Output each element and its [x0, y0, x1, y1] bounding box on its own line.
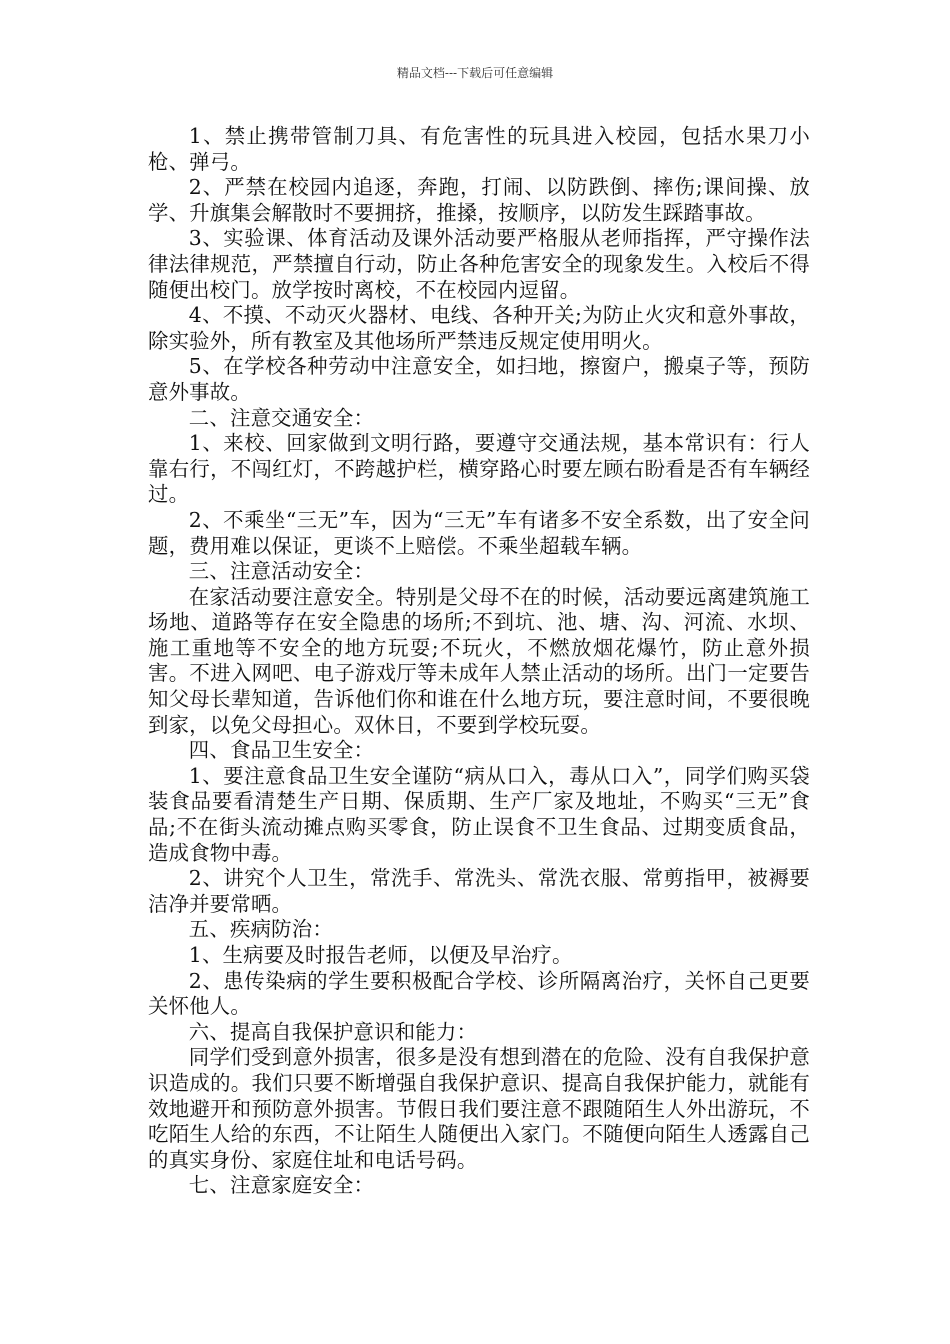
- paragraph-disease-1: 1、生病要及时报告老师，以便及早治疗。: [188, 943, 573, 967]
- section-heading-traffic: 二、注意交通安全：: [188, 405, 375, 430]
- paragraph-disease-2: 2、患传染病的学生要积极配合学校、诊所隔离治疗，关怀自己更要关怀他人。: [148, 968, 810, 1019]
- paragraph-self-protection: 同学们受到意外损害，很多是没有想到潜在的危险、没有自我保护意识造成的。我们只要不断增强自我保护意识、提高自我保护能力，就能有效地避开和预防意外损害。节假日我们要注意不跟随陌生人外出游玩，不吃陌生人给的东西，不让陌生人随便出入家门。不随便向陌生人透露自己的真实身份、家庭住址和电话号码。: [148, 1045, 810, 1172]
- section-heading-activity: 三、注意活动安全：: [188, 559, 375, 584]
- paragraph-traffic-1: 1、来校、回家做到文明行路，要遵守交通法规，基本常识有：行人靠右行，不闯红灯，不跨越护栏，横穿路心时要左顾右盼看是否有车辆经过。: [148, 431, 810, 507]
- paragraph-school-rule-4: 4、不摸、不动灭火器材、电线、各种开关;为防止火灾和意外事故，除实验外，所有教室及其他场所严禁违反规定使用明火。: [148, 303, 810, 353]
- paragraph-school-rule-3: 3、实验课、体育活动及课外活动要严格服从老师指挥，严守操作法律法律规范，严禁擅自行动，防止各种危害安全的现象发生。入校后不得随便出校门。放学按时离校，不在校园内逗留。: [148, 226, 810, 302]
- paragraph-food-1: 1、要注意食品卫生安全谨防“病从口入，毒从口入”，同学们购买袋装食品要看清楚生产日期、保质期、生产厂家及地址，不购买“三无”食品;不在街头流动摊点购买零食，防止误食不卫生食品、过期变质食品，造成食物中毒。: [148, 763, 810, 865]
- paragraph-school-rule-5: 5、在学校各种劳动中注意安全，如扫地，擦窗户，搬桌子等，预防意外事故。: [148, 354, 810, 404]
- paragraph-activity: 在家活动要注意安全。特别是父母不在的时候，活动要远离建筑施工场地、道路等存在安全隐患的场所;不到坑、池、塘、沟、河流、水坝、施工重地等不安全的地方玩耍;不玩火，不燃放烟花爆竹，防止意外损害。不进入网吧、电子游戏厅等未成年人禁止活动的场所。出门一定要告知父母长辈知道，告诉他们你和谁在什么地方玩，要注意时间，不要很晚到家，以免父母担心。双休日，不要到学校玩耍。: [148, 584, 810, 737]
- section-heading-self-protection: 六、提高自我保护意识和能力：: [188, 1019, 478, 1044]
- paragraph-school-rule-2: 2、严禁在校园内追逐，奔跑，打闹、以防跌倒、摔伤;课间操、放学、升旗集会解散时不要拥挤，推搡，按顺序，以防发生踩踏事故。: [148, 175, 810, 225]
- section-heading-disease: 五、疾病防治：: [188, 917, 333, 942]
- section-heading-food: 四、食品卫生安全：: [188, 738, 375, 763]
- paragraph-school-rule-1: 1、禁止携带管制刀具、有危害性的玩具进入校园，包括水果刀小枪、弹弓。: [148, 124, 810, 174]
- section-heading-home: 七、注意家庭安全：: [188, 1173, 375, 1198]
- page-header: 精品文档---下载后可任意编辑: [396, 66, 554, 80]
- paragraph-food-2: 2、讲究个人卫生，常洗手、常洗头、常洗衣服、常剪指甲，被褥要洁净并要常晒。: [148, 866, 810, 916]
- paragraph-traffic-2: 2、不乘坐“三无”车，因为“三无”车有诸多不安全系数，出了安全问题，费用难以保证，更谈不上赔偿。不乘坐超载车辆。: [148, 507, 810, 558]
- document-body: [148, 124, 810, 1199]
